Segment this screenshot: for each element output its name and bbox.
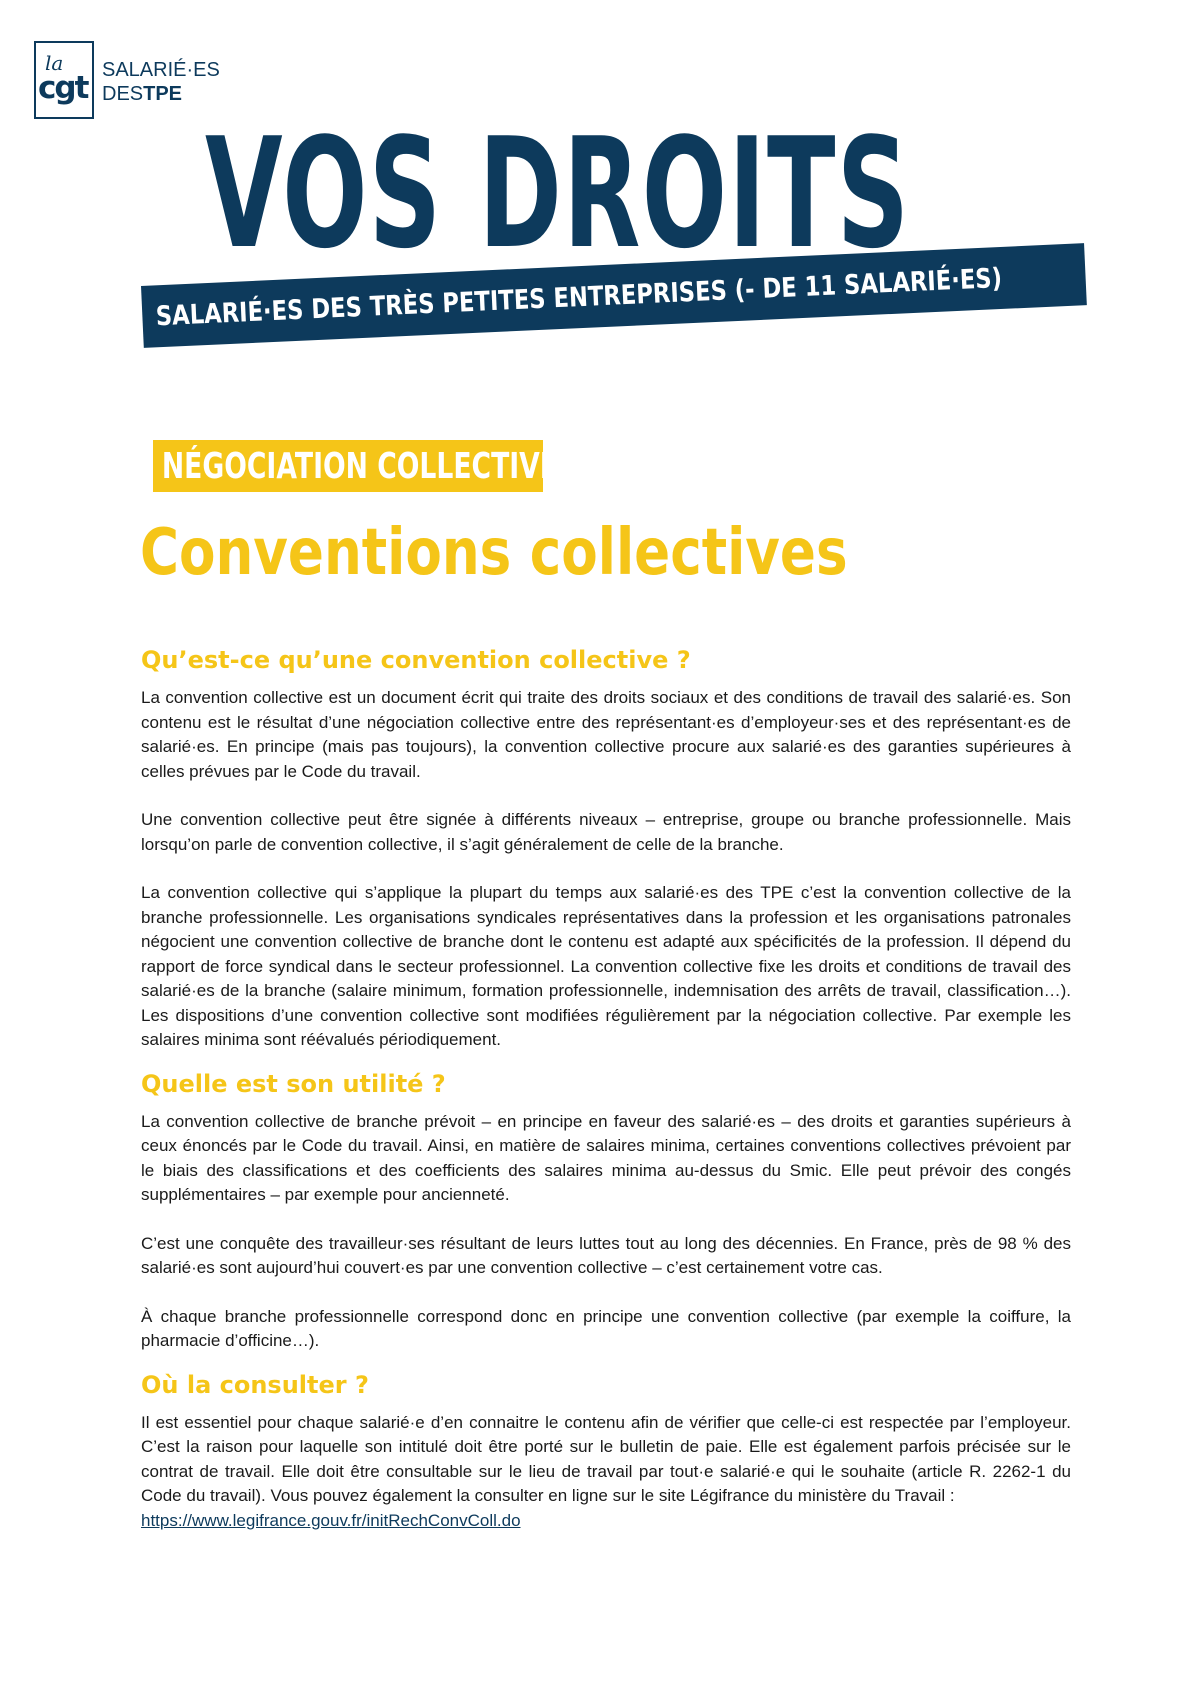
- logo-line-salaries: SALARIÉ·ES: [102, 59, 220, 81]
- page-title: Conventions collectives: [140, 516, 848, 590]
- category-tag: [153, 440, 558, 492]
- cgt-logo-box: [34, 41, 94, 119]
- paragraph: La convention collective est un document écrit qui traite des droits sociaux et des conditions de travail des salarié·es. Son contenu est le résultat d’une négociation collective entre des représentant·es d’employeur·ses et des représentant·es de salarié·es. En principe (mais pas toujours), la convention collective procure aux salarié·es des garanties supérieures à celles prévues par le Code du travail.: [141, 688, 1071, 781]
- logo-cgt-text: cgt: [38, 70, 88, 106]
- paragraph: La convention collective qui s’applique la plupart du temps aux salarié·es des TPE c’est la convention collective de la branche professionnelle. Les organisations syndicales représentatives dans la profession et les organisations patronales négocient une convention collective de branche dont le contenu est adapté aux spécificités de la profession. Il dépend du rapport de force syndical dans le secteur professionnel. La convention collective fixe les droits et conditions de travail des salarié·es de la branche (salaire minimum, formation professionnelle, indemnisation des arrêts de travail, classification…). Les dispositions d’une convention collective sont modifiées régulièrement par la négociation collective. Par exemple les salaires minima sont réévalués périodiquement.: [141, 883, 1071, 1049]
- paragraph: Une convention collective peut être signée à différents niveaux – entreprise, groupe ou branche professionnelle. Mais lorsqu’on parle de convention collective, il s’agit généralement de celle de la branche.: [141, 810, 1071, 854]
- logo-la-text: la: [45, 51, 64, 75]
- cgt-logo: [34, 41, 220, 119]
- paragraph-text: Il est essentiel pour chaque salarié·e d’en connaitre le contenu afin de vérifier que celle-ci est respectée par l’employeur. C’est la raison pour laquelle son intitulé doit être porté sur le bulletin de paie. Elle est également parfois précisée sur le contrat de travail. Elle doit être consultable sur le lieu de travail par tout·e salarié·e qui le souhaite (article R. 2262-1 du Code du travail). Vous pouvez également la consulter en ligne sur le site Légifrance du ministère du Travail :: [141, 1412, 1071, 1505]
- banner-text: SALARIÉ·ES DES TRÈS PETITES ENTREPRISES (- DE 11 SALARIÉ·ES): [155, 262, 1003, 332]
- section-heading: Où la consulter ?: [141, 1370, 369, 1399]
- logo-tpe: TPE: [143, 83, 183, 105]
- article-body: [141, 643, 1071, 1557]
- section-heading: Qu’est-ce qu’une convention collective ?: [141, 646, 691, 674]
- logo-line-des-tpe: [102, 84, 220, 104]
- category-tag-text: NÉGOCIATION COLLECTIVE: [161, 445, 558, 487]
- main-title: VOS DROITS: [205, 105, 911, 282]
- paragraph: À chaque branche professionnelle correspond donc en principe une convention collective (par exemple la coiffure, la pharmacie d’officine…).: [141, 1306, 1071, 1350]
- logo-des: DES: [102, 83, 144, 105]
- legifrance-link[interactable]: https://www.legifrance.gouv.fr/initRechConvColl.do: [141, 1510, 521, 1530]
- paragraph: La convention collective de branche prévoit – en principe en faveur des salarié·es – des droits et garanties supérieurs à ceux énoncés par le Code du travail. Ainsi, en matière de salaires minima, certaines conventions collectives prévoient par le biais des classifications et des coefficients des salaires minima au-dessus du Smic. Elle peut prévoir des congés supplémentaires – par exemple pour ancienneté.: [141, 1111, 1071, 1204]
- paragraph: C’est une conquête des travailleur·ses résultant de leurs luttes tout au long des décennies. En France, près de 98 % des salarié·es sont aujourd’hui couvert·es par une convention collective – c’est certainement votre cas.: [141, 1233, 1071, 1277]
- paragraph: [141, 1411, 1071, 1534]
- section-heading: Quelle est son utilité ?: [141, 1069, 446, 1098]
- logo-subtitle: [102, 56, 220, 104]
